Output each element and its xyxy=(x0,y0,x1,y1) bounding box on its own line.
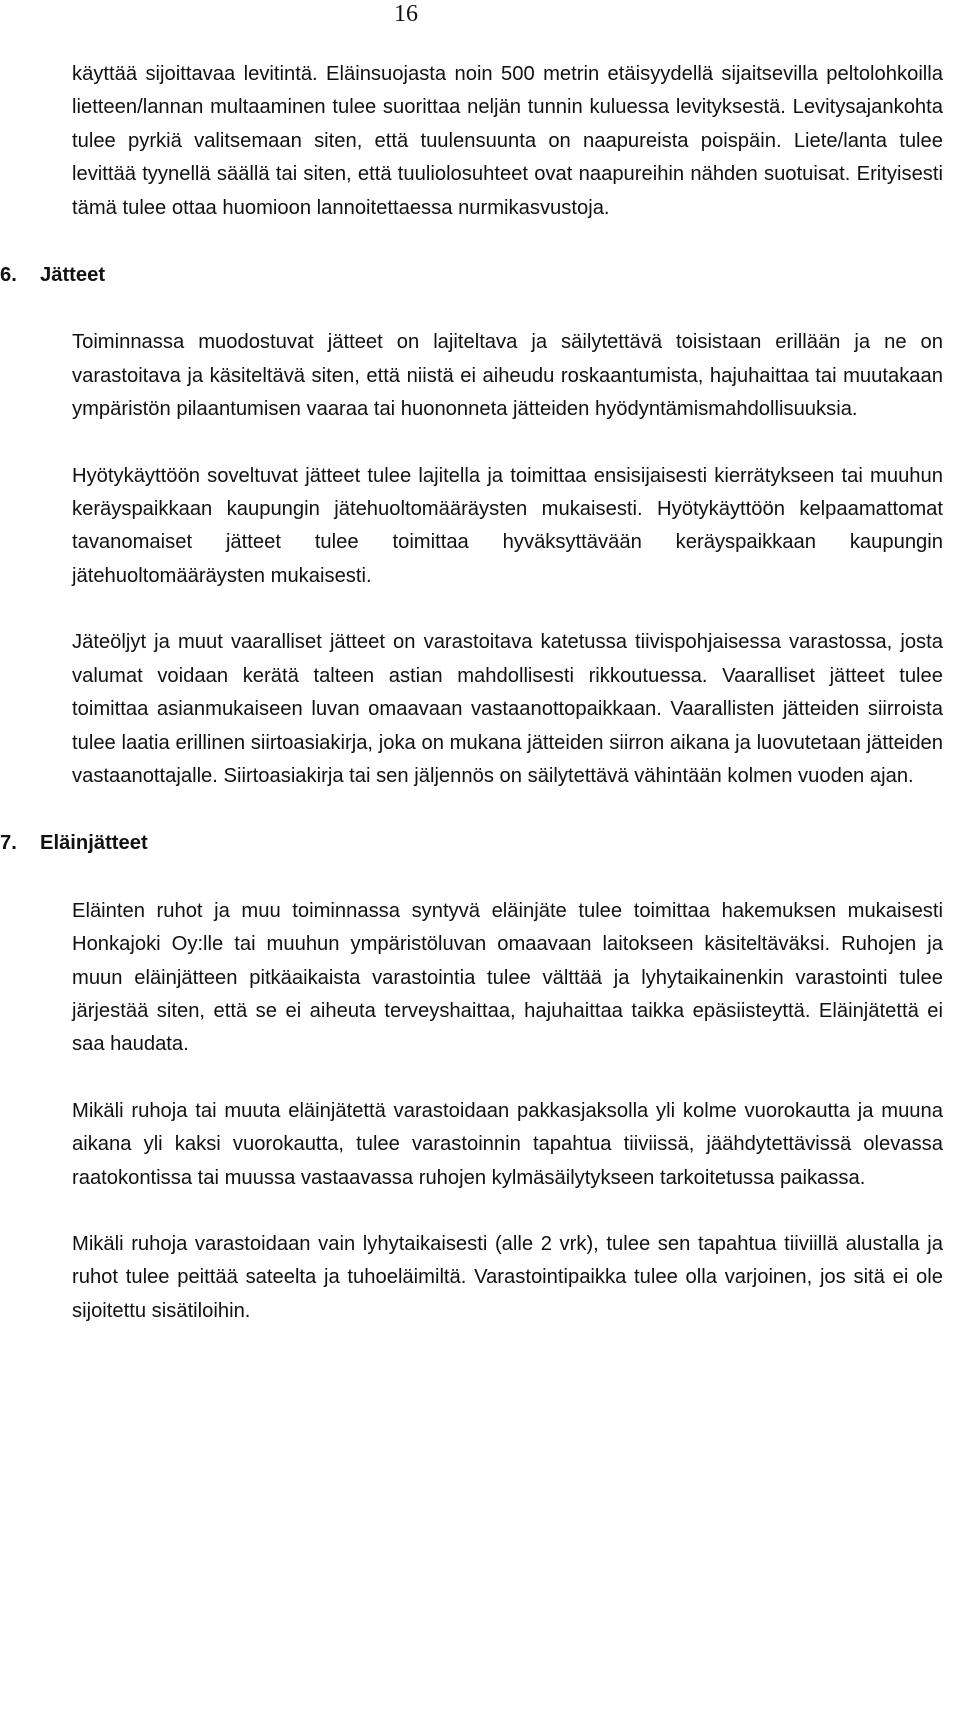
section-6-paragraph-1: Toiminnassa muodostuvat jätteet on lajiteltava ja säilytettävä toisistaan erillään ja ne on varastoitava ja käsiteltävä siten, että niistä ei aiheudu roskaantumista, hajuhaittaa tai muutakaan ympäristön pilaantumisen vaaraa tai huononneta jätteiden hyödyntämismahdollisuuksia. xyxy=(72,331,943,421)
section-6-paragraph-2: Hyötykäyttöön soveltuvat jätteet tulee lajitella ja toimittaa ensisijaisesti kierrätykseen tai muuhun keräyspaikkaan kaupungin jätehuoltomääräysten mukaisesti. Hyötykäyttöön kelpaamattomat tavanomaiset jätteet tulee toimittaa hyväksyttävään keräyspaikkaan kaupungin jätehuoltomääräysten mukaisesti. xyxy=(72,464,943,587)
document-body xyxy=(0,58,960,1328)
section-title: Jätteet xyxy=(40,264,106,287)
section-number: 6. xyxy=(0,264,17,287)
section-number: 7. xyxy=(0,832,17,855)
section-7-paragraph-2: Mikäli ruhoja tai muuta eläinjätettä varastoidaan pakkasjaksolla yli kolme vuorokautta ja muuna aikana yli kaksi vuorokautta, tulee varastoinnin tapahtua tiiviissä, jäähdytettävissä olevassa raatokontissa tai muussa vastaavassa ruhojen kylmäsäilytykseen tarkoitetussa paikassa. xyxy=(72,1099,943,1189)
intro-paragraph: käyttää sijoittavaa levitintä. Eläinsuojasta noin 500 metrin etäisyydellä sijaitsevilla peltolohkoilla lietteen/lannan multaaminen tulee suorittaa neljän tunnin kuluessa levityksestä. Levitysajankohta tulee pyrkiä valitsemaan siten, että tuulensuunta on naapureista poispäin. Liete/lanta tulee levittää tyynellä säällä tai siten, että tuuliolosuhteet ovat naapureihin nähden suotuisat. Erityisesti tämä tulee ottaa huomioon lannoitettaessa nurmikasvustoja. xyxy=(72,63,943,219)
section-title: Eläinjätteet xyxy=(40,832,148,855)
section-6-paragraph-3: Jäteöljyt ja muut vaaralliset jätteet on varastoitava katetussa tiivispohjaisessa varastossa, josta valumat voidaan kerätä talteen astian mahdollisesti rikkoutuessa. Vaaralliset jätteet tulee toimittaa asianmukaiseen luvan omaavaan vastaanottopaikkaan. Vaarallisten jätteiden siirroista tulee laatia erillinen siirtoasiakirja, joka on mukana jätteiden siirron aikana ja luovutetaan jätteiden vastaanottajalle. Siirtoasiakirja tai sen jäljennös on säilytettävä vähintään kolmen vuoden ajan. xyxy=(72,631,943,787)
section-heading-6 xyxy=(0,259,960,292)
section-heading-7 xyxy=(0,827,960,860)
section-7-paragraph-1: Eläinten ruhot ja muu toiminnassa syntyvä eläinjäte tulee toimittaa hakemuksen mukaisesti Honkajoki Oy:lle tai muuhun ympäristöluvan omaavaan laitokseen käsiteltäväksi. Ruhojen ja muun eläinjätteen pitkäaikaista varastointia tulee välttää ja lyhytaikainenkin varastointi tulee järjestää siten, että se ei aiheuta terveyshaittaa, hajuhaittaa taikka epäsiisteyttä. Eläinjätettä ei saa haudata. xyxy=(72,899,943,1056)
section-7-paragraph-3: Mikäli ruhoja varastoidaan vain lyhytaikaisesti (alle 2 vrk), tulee sen tapahtua tiiviillä alustalla ja ruhot tulee peittää sateelta ja tuhoeläimiltä. Varastointipaikka tulee olla varjoinen, jos sitä ei ole sijoitettu sisätiloihin. xyxy=(72,1232,943,1322)
page-number: 16 xyxy=(394,1,418,27)
